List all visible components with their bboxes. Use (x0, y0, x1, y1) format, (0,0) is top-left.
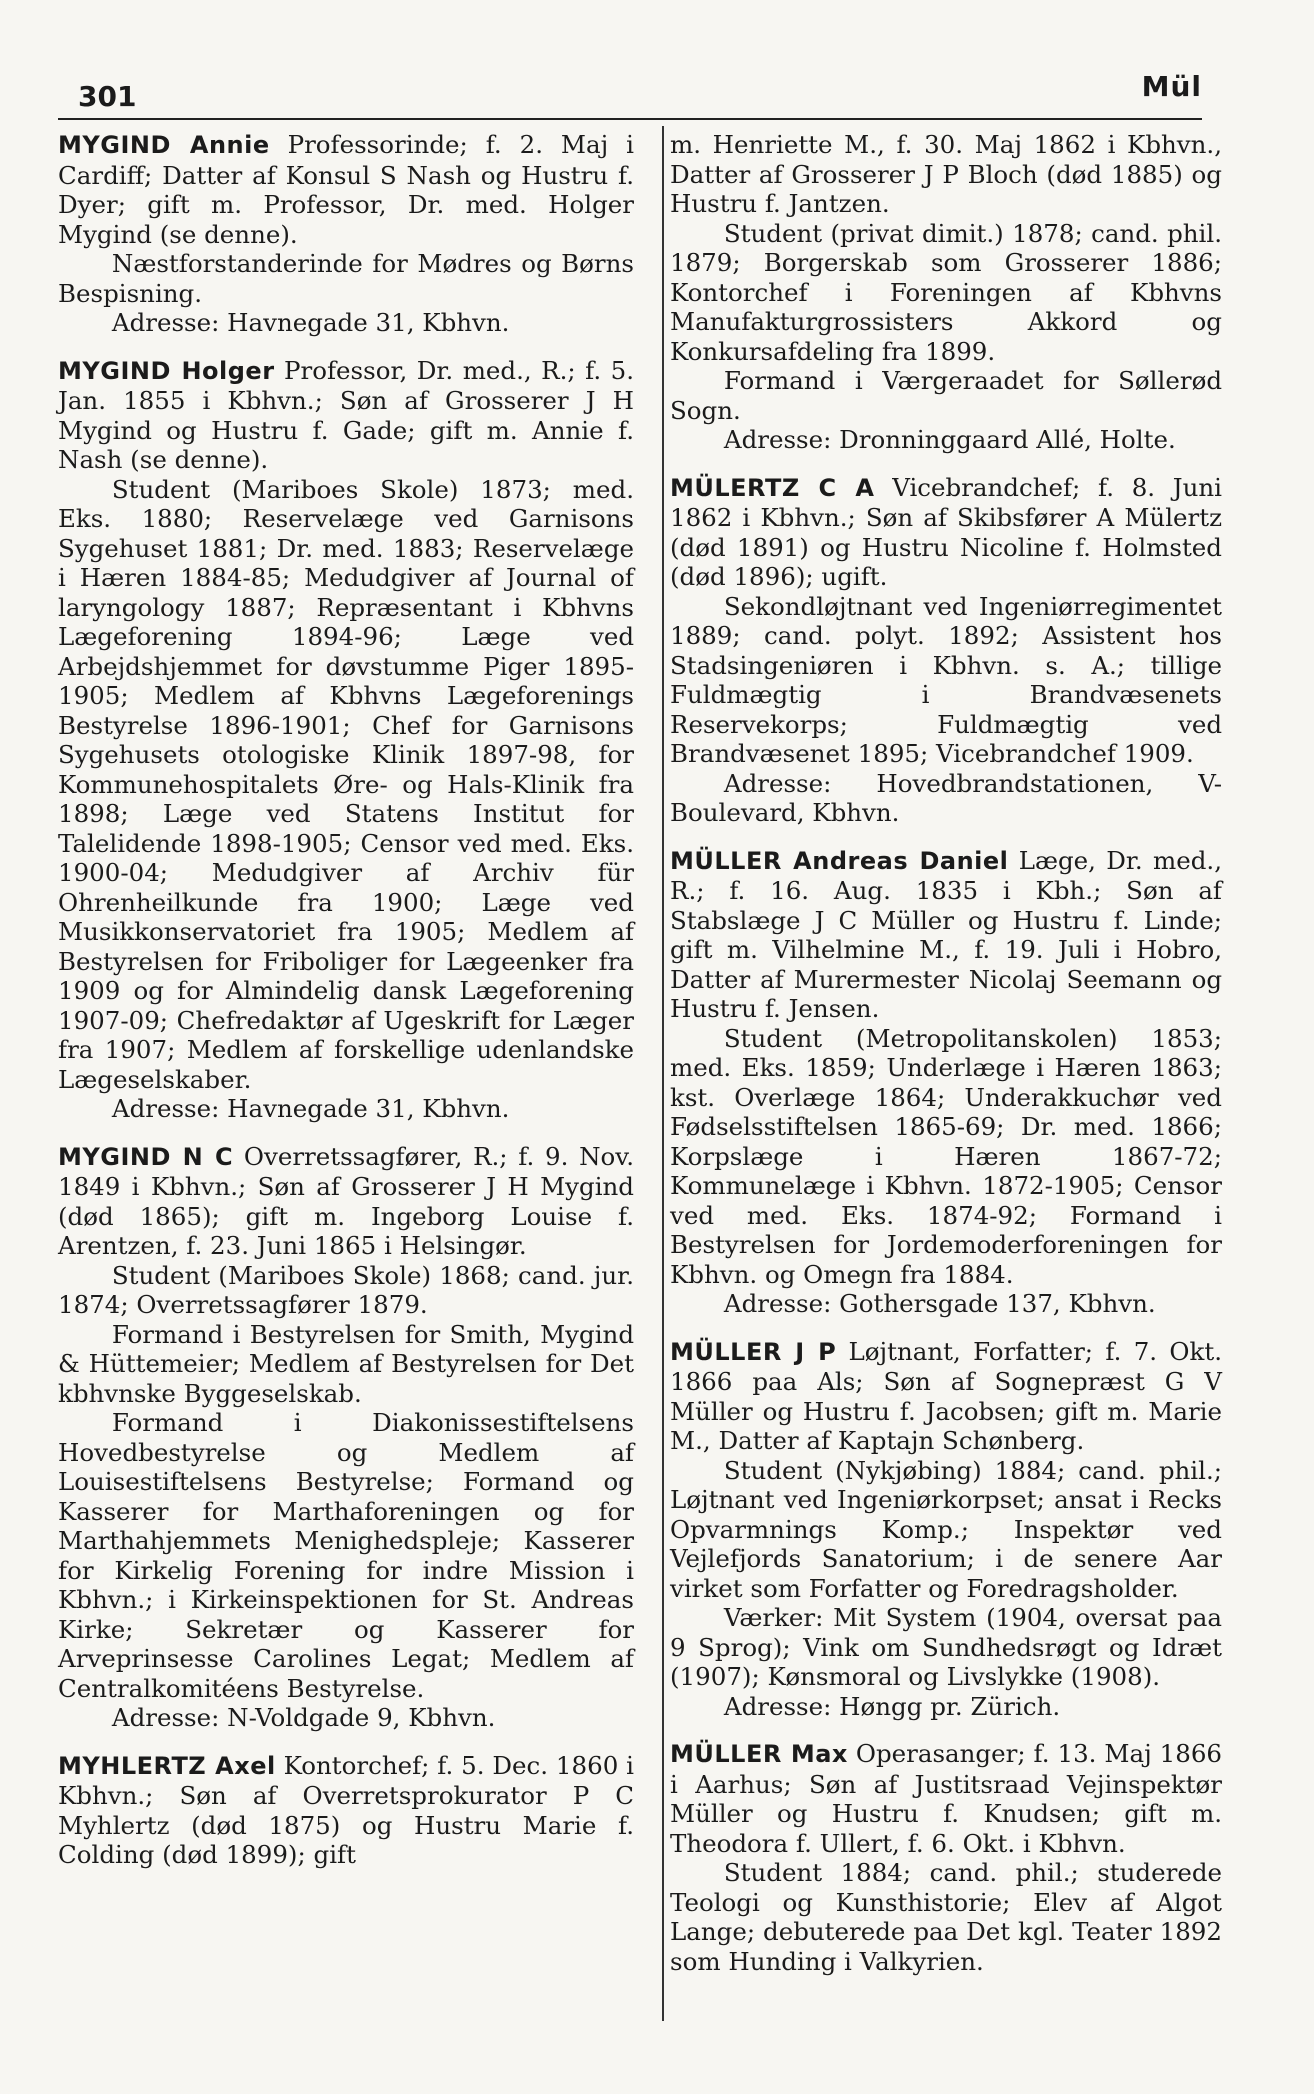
entry-paragraph (670, 846, 1222, 1024)
running-head: Mül (1141, 70, 1202, 103)
entry-paragraph (58, 1142, 634, 1261)
entry-text: Professor, Dr. med., R.; f. 5. Jan. 1855 i Kbhvn.; Søn af Grosserer J H Mygind og Hustru f. Gade; gift m. Annie f. Nash (se denne). (58, 355, 634, 474)
entry-paragraph (58, 1320, 634, 1409)
entry-text: Overretssagfører, R.; f. 9. Nov. 1849 i Kbhvn.; Søn af Grosserer J H Mygind (død 1865); gift m. Ingeborg Louise f. Arentzen, f. 23. Juni 1865 i Helsingør. (58, 1141, 634, 1260)
entry-text: Operasanger; f. 13. Maj 1866 i Aarhus; Søn af Justitsraad Vejinspektør Müller og Hustru f. Knudsen; gift m. Theodora f. Ullert, f. 6. Okt. i Kbhvn. (670, 1739, 1222, 1858)
entry-text: Kontorchef; f. 5. Dec. 1860 i Kbhvn.; Søn af Overretsprokurator P C Myhlertz (død 1875) og Hustru Marie f. Colding (død 1899); gift (58, 1750, 634, 1869)
entry-text: Student (Mariboes Skole) 1868; cand. jur. 1874; Overretssagfører 1879. (58, 1260, 634, 1319)
entry-text: Værker: Mit System (1904, oversat paa 9 Sprog); Vink om Sundhedsrøgt og Idræt (1907); Kønsmoral og Livslykke (1908). (670, 1603, 1222, 1691)
directory-entry (670, 473, 1222, 828)
entry-paragraph (670, 366, 1222, 425)
entry-text: Student (Metropolitanskolen) 1853; med. Eks. 1859; Underlæge i Hæren 1863; kst. Overlæge 1864; Underakkuchør ved Fødselsstiftelsen 1865-69; Dr. med. 1866; Korpslæge i Hæren 1867-72; Kommunelæge i Kbhvn. 1872-1905; Censor ved med. Eks. 1874-92; Formand i Bestyrelsen for Jordemoderforeningen for Kbhvn. og Omegn fra 1884. (670, 1023, 1222, 1289)
directory-entry (670, 1337, 1222, 1722)
directory-entry (670, 130, 1222, 455)
entry-text: Læge, Dr. med., R.; f. 16. Aug. 1835 i Kbh.; Søn af Stabslæge J C Müller og Hustru f. Linde; gift m. Vilhelmine M., f. 19. Juli i Hobro, Datter af Murermester Nicolaj Seemann og Hustru f. Jensen. (670, 845, 1222, 1023)
entry-paragraph (670, 473, 1222, 592)
entry-paragraph (58, 356, 634, 475)
entry-paragraph (670, 219, 1222, 367)
entry-name: MÜLLER Andreas Daniel (670, 846, 1009, 875)
entry-address: Adresse: N-Voldgade 9, Kbhvn. (111, 1703, 496, 1732)
directory-entry (58, 130, 634, 338)
entry-paragraph (58, 475, 634, 1095)
directory-entry (670, 1739, 1222, 1976)
entry-paragraph (670, 592, 1222, 769)
directory-entry (58, 356, 634, 1124)
entry-text: Næstforstanderinde for Mødres og Børns Bespisning. (58, 249, 634, 308)
entry-address: Adresse: Høngg pr. Zürich. (723, 1691, 1061, 1721)
entry-text: Formand i Værgeraadet for Søllerød Sogn. (670, 366, 1222, 425)
entry-text: Student 1884; cand. phil.; studerede Teologi og Kunsthistorie; Elev af Algot Lange; debuterede paa Det kgl. Teater 1892 som Hunding i Valkyrien. (670, 1858, 1222, 1976)
entry-paragraph (670, 1603, 1222, 1692)
entry-paragraph (670, 1456, 1222, 1604)
entry-text: Professorinde; f. 2. Maj i Cardiff; Datter af Konsul S Nash og Hustru f. Dyer; gift m. Professor, Dr. med. Holger Mygind (se denne). (58, 130, 634, 249)
entry-name: MÜLERTZ C A (670, 473, 875, 502)
entry-text: Løjtnant, Forfatter; f. 7. Okt. 1866 paa Als; Søn af Sognepræst G V Müller og Hustru f. Jacobsen; gift m. Marie M., Datter af Kaptajn Schønberg. (670, 1336, 1222, 1455)
directory-entry (58, 1751, 634, 1870)
right-column (670, 130, 1222, 1994)
entry-paragraph (58, 1261, 634, 1320)
entry-paragraph (58, 130, 634, 249)
entry-address: Adresse: Dronninggaard Allé, Holte. (723, 425, 1176, 454)
entry-address: Adresse: Hovedbrandstationen, V-Boulevard, Kbhvn. (670, 768, 1222, 827)
entry-name: MYGIND Annie (58, 131, 270, 159)
entry-name: MYHLERTZ Axel (58, 1751, 276, 1780)
directory-entry (58, 1142, 634, 1733)
directory-entry (670, 846, 1222, 1319)
left-column (58, 130, 634, 1888)
column-divider (662, 126, 664, 2021)
entry-name: MÜLLER Max (670, 1740, 848, 1768)
entry-text: m. Henriette M., f. 30. Maj 1862 i Kbhvn., Datter af Grosserer J P Bloch (død 1885) og Hustru f. Jantzen. (670, 130, 1222, 218)
entry-text: Student (Nykjøbing) 1884; cand. phil.; Løjtnant ved Ingeniørkorpset; ansat i Recks Opvarmnings Komp.; Inspektør ved Vejlefjords Sanatorium; i de senere Aar virket som Forfatter og Foredragsholder. (670, 1455, 1222, 1603)
entry-paragraph (58, 1751, 634, 1870)
entry-address: Adresse: Havnegade 31, Kbhvn. (111, 1094, 510, 1123)
entry-text: Student (Mariboes Skole) 1873; med. Eks. 1880; Reservelæge ved Garnisons Sygehuset 1881; Dr. med. 1883; Reservelæge i Hæren 1884-85; Medudgiver af Journal of laryngology 1887; Repræsentant i Kbhvns Lægeforening 1894-96; Læge ved Arbejdshjemmet for døvstumme Piger 1895-1905; Medlem af Kbhvns Lægeforenings Bestyrelse 1896-1901; Chef for Garnisons Sygehusets otologiske Klinik 1897-98, for Kommunehospitalets Øre- og Hals-Klinik fra 1898; Læge ved Statens Institut for Talelidende 1898-1905; Censor ved med. Eks. 1900-04; Medudgiver af Archiv für Ohrenheilkunde fra 1900; Læge ved Musikkonservatoriet fra 1905; Medlem af Bestyrelsen for Friboliger for Lægeenker fra 1909 og for Almindelig dansk Lægeforening 1907-09; Chefredaktør af Ugeskrift for Læger fra 1907; Medlem af forskellige udenlandske Lægeselskaber. (58, 474, 634, 1094)
entry-text: Student (privat dimit.) 1878; cand. phil. 1879; Borgerskab som Grosserer 1886; Kontorchef i Foreningen af Kbhvns Manufakturgrossisters Akkord og Konkursafdeling fra 1899. (670, 218, 1222, 366)
entry-address: Adresse: Havnegade 31, Kbhvn. (111, 308, 510, 337)
entry-paragraph (58, 1408, 634, 1703)
entry-text: Sekondløjtnant ved Ingeniørregimentet 1889; cand. polyt. 1892; Assistent hos Stadsingeniøren i Kbhvn. s. A.; tillige Fuldmægtig i Brandvæsenets Reservekorps; Fuldmægtig ved Brandvæsenet 1895; Vicebrandchef 1909. (670, 591, 1222, 768)
entry-text: Formand i Diakonissestiftelsens Hovedbestyrelse og Medlem af Louisestiftelsens Bestyrelse; Formand og Kasserer for Marthaforeningen og for Marthahjemmets Menighedspleje; Kasserer for Kirkelig Forening for indre Mission i Kbhvn.; i Kirkeinspektionen for St. Andreas Kirke; Sekretær og Kasserer for Arveprinsesse Carolines Legat; Medlem af Centralkomitéens Bestyrelse. (58, 1408, 634, 1703)
entry-text: Formand i Bestyrelsen for Smith, Mygind & Hüttemeier; Medlem af Bestyrelsen for Det kbhvnske Byggeselskab. (58, 1319, 634, 1408)
entry-address: Adresse: Gothersgade 137, Kbhvn. (723, 1289, 1156, 1318)
entry-text: Vicebrandchef; f. 8. Juni 1862 i Kbhvn.; Søn af Skibsfører A Mülertz (død 1891) og Hustru Nicoline f. Holmsted (død 1896); ugift. (670, 472, 1223, 591)
entry-paragraph (670, 1337, 1222, 1456)
entry-name: MYGIND N C (58, 1142, 234, 1171)
header-rule (58, 118, 1202, 120)
entry-paragraph (670, 1858, 1222, 1976)
entry-paragraph (670, 130, 1222, 219)
entry-paragraph (58, 249, 634, 308)
page-number: 301 (78, 80, 137, 113)
entry-paragraph (670, 1739, 1222, 1858)
entry-paragraph (670, 1024, 1222, 1290)
entry-name: MÜLLER J P (670, 1337, 837, 1366)
entry-name: MYGIND Holger (58, 356, 275, 385)
